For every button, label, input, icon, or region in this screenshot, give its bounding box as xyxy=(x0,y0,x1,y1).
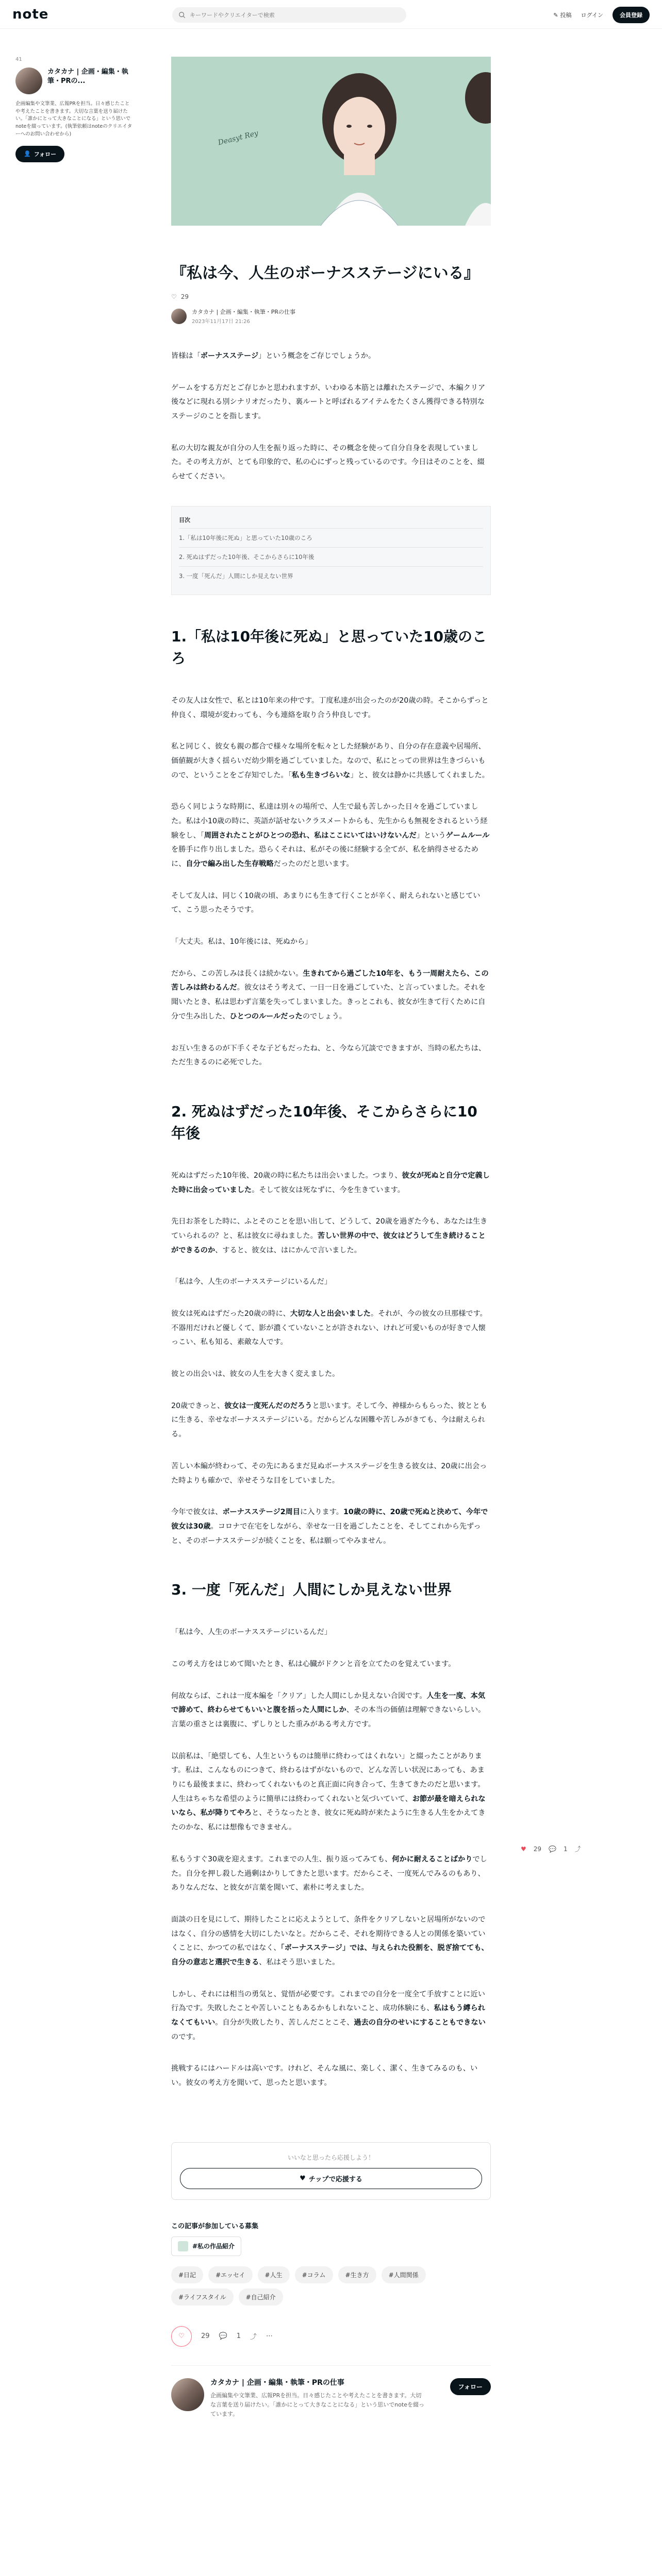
paragraph: 死ぬはずだった10年後、20歳の時に私たちは出会いました。つまり、彼女が死ぬと自分で定義した時に出会っていました。そして彼女は死なずに、今を生きています。 xyxy=(171,1171,490,1194)
paragraph: 何故ならば、これは一度本編を「クリア」した人間にしか見えない合図です。人生を一度、本気で諦めて、終わらせてもいいと腹を括った人間にしか、その本当の価値は理解できないらしい。言葉の重さとは裏腹に、ずしりとした重みがある考え方です。 xyxy=(171,1691,486,1728)
paragraph: 挑戦するにはハードルは高いです。けれど、そんな風に、楽しく、潔く、生きてみるのも、いい。彼女の考え方を聞いて、思ったと思います。 xyxy=(171,2064,478,2088)
quote-paragraph: 「大丈夫。私は、10年後には、死ぬから」 xyxy=(171,938,312,946)
avatar[interactable] xyxy=(15,67,42,94)
comment-count: 1 xyxy=(236,2332,241,2341)
heart-icon[interactable]: ♥ xyxy=(521,1845,526,1853)
article-actions xyxy=(171,2326,491,2347)
paragraph: 今年で彼女は、ボーナスステージ2周目に入ります。10歳の時に、20歳で死ぬと決めて、今年で彼女は30歳。コロナで在宅をしながら、幸せな一日を過ごしたことを、そしてこれから先ずっと、そのボーナスステージが続くことを、私は願ってやみません。 xyxy=(171,1508,488,1545)
heart-icon[interactable]: ♡ xyxy=(171,293,177,300)
contest-card[interactable] xyxy=(171,2236,241,2256)
paragraph: 皆様は「ボーナスステージ」という概念をご存じでしょうか。 xyxy=(171,352,376,360)
more-icon[interactable]: ⋯ xyxy=(266,2332,273,2341)
avatar[interactable] xyxy=(171,2378,204,2411)
paragraph: その友人は女性で、私とは10年来の仲です。丁度私達が出会ったのが20歳の時。そこからずっと仲良く、環境が変わっても、今も連絡を取り合う仲良しです。 xyxy=(171,696,489,719)
search-bar[interactable] xyxy=(172,7,406,23)
note-logo[interactable]: note xyxy=(12,6,49,22)
paragraph: そして友人は、同じく10歳の頃、あまりにも生きて行くことが辛く、耐えられないと感じていて、こう思ったそうです。 xyxy=(171,891,481,914)
tag-list xyxy=(171,2266,481,2306)
paragraph: 彼との出会いは、彼女の人生を大きく変えました。 xyxy=(171,1370,340,1379)
person-add-icon: 👤 xyxy=(24,150,31,158)
bottom-profile xyxy=(171,2365,491,2418)
hashtag[interactable]: #エッセイ xyxy=(208,2266,252,2283)
toc-heading: 目次 xyxy=(179,516,190,523)
tip-icon: ♥ xyxy=(300,2174,306,2182)
tip-button[interactable] xyxy=(180,2168,482,2189)
contest-label: #私の作品紹介 xyxy=(192,2243,235,2250)
paragraph: お互い生きるのが下手くそな子どもだったね、と、今なら冗談でできますが、当時の私たちは、ただ生きるのに必死でした。 xyxy=(171,1044,486,1067)
hashtag[interactable]: #ライフスタイル xyxy=(171,2289,234,2306)
author-name[interactable]: カタカナ | 企画・編集・執筆・PRの仕事 xyxy=(192,309,295,315)
heart-icon: ♡ xyxy=(178,2332,185,2341)
paragraph: 以前私は、「絶望しても、人生というものは簡単に終わってはくれない」と綴ったことがあります。私は、こんなものにつきて、終わるはずがないもので、どんな苦しい状況にあっても、あまりにも最後ままに、終わってくれないものと真正面に向き合って、生きてきたのだと思います。人生はちゃちな希望のように簡単には終わってくれないと気づいていて、お節が最を暗えられないなら、私が降りてやろと、そうなったとき、彼女に死ぬ時が来たように生きる人生をかえてきたのかな、私には想像もできません。 xyxy=(171,1752,486,1832)
article-main xyxy=(171,57,491,2418)
paragraph: 私もうすぐ30歳を迎えます。これまでの人生、振り返ってみても、何かに耐えることばかりでした。自分を押し殺した過剰はかりしてきたと思います。だからこそ、一度死んでみるのもあり、ありなんだな、と彼女が言葉を聞いて、素朴に考えました。 xyxy=(171,1855,487,1892)
like-button[interactable] xyxy=(171,2326,192,2347)
hero-image xyxy=(171,57,491,226)
paragraph: 苦しい本編が終わって、その先にあるまだ見ぬボーナスステージを生きる彼女は、20歳に出会った時よりも確かで、幸せそうな目をしていました。 xyxy=(171,1462,487,1485)
search-icon xyxy=(178,11,186,19)
quote-paragraph: 「私は今、人生のボーナスステージにいるんだ」 xyxy=(171,1628,332,1637)
hashtag[interactable]: #日記 xyxy=(171,2266,203,2283)
paragraph: しかし、それには相当の勇気と、覚悟が必要です。これまでの自分を一度全て手放すことに近い行為です。失敗したことや苦しいこともあるかもしれないこと、成功体験にも、私はもう縛られなくてもいい。自分が失敗したり、苦しんだことこそ、過去の自分のせいにすることもできないのです。 xyxy=(171,1990,486,2041)
section-heading: 3. 一度「死んだ」人間にしか見えない世界 xyxy=(171,1581,452,1599)
post-label: 投稿 xyxy=(560,12,572,19)
paragraph: 面談の日を見にして、期待したことに応えようとして、条件をクリアしないと居場所がないのではなく、自分の感情を大切にしたいなと。だからこそ、それを期待できる人との関係を築いていくことに、かつての私ではなく、「ボーナスステージ」では、与えられた役割を、脱ぎ捨てても、自分の意志と選択で生きる、私はそう思いました。 xyxy=(171,1915,489,1967)
quote-paragraph: 「私は今、人生のボーナスステージにいるんだ」 xyxy=(171,1278,332,1286)
article-body xyxy=(171,349,491,2091)
like-row xyxy=(171,293,491,300)
sidebar-count: 41 xyxy=(15,57,22,62)
author-sidebar xyxy=(15,57,134,162)
support-label: いいなと思ったら応援しよう！ xyxy=(287,2154,374,2161)
floating-actions xyxy=(521,1844,581,1853)
tip-label: チップで応援する xyxy=(308,2175,362,2183)
signup-button[interactable]: 会員登録 xyxy=(613,7,650,23)
login-button[interactable]: ログイン xyxy=(581,12,603,19)
like-count: 29 xyxy=(201,2332,210,2341)
hashtag[interactable]: #生き方 xyxy=(338,2266,376,2283)
hashtag[interactable]: #人間関係 xyxy=(382,2266,426,2283)
paragraph: 彼女は死ぬはずだった20歳の時に、大切な人と出会いました。それが、今の彼女の旦那様です。不器用だけれど優しくて、影が濃くていないことが許されない、けれど可愛いものが好きで人懐っこい、私も知る、素敵な人です。 xyxy=(171,1310,487,1347)
comment-icon[interactable]: 💬 xyxy=(549,1845,556,1853)
share-icon[interactable]: ⤴ xyxy=(250,2333,257,2342)
avatar[interactable] xyxy=(171,309,187,324)
hashtag[interactable]: #自己紹介 xyxy=(239,2289,283,2306)
toc-item[interactable]: 1.「私は10年後に死ぬ」と思っていた10歳のころ xyxy=(179,528,483,547)
pencil-icon: ✎ xyxy=(553,11,558,19)
paragraph: 私の大切な親友が自分の人生を振り返った時に、その概念を使って自分自身を表現していました。その考え方が、とても印象的で、私の心にずっと残っているのです。今日はそのことを、綴らせてください。 xyxy=(171,444,485,481)
section-heading: 1.「私は10年後に死ぬ」と思っていた10歳のころ xyxy=(171,628,487,667)
follow-label: フォロー xyxy=(34,150,57,158)
top-header xyxy=(0,0,662,29)
bottom-author-name[interactable]: カタカナ | 企画・編集・執筆・PRの仕事 xyxy=(210,2378,344,2387)
toc-item[interactable]: 3. 一度「死んだ」人間にしか見えない世界 xyxy=(179,566,483,585)
like-count: 29 xyxy=(180,293,189,300)
paragraph: 恐らく同じような時期に、私達は別々の場所で、人生で最も苦しかった日々を過ごしていました。私は小10歳の時に、英語が話せないクラスメートからも、先生からも無視をされるという経験をし、「周囲されたことがひとつの恐れ、私はここにいてはいけないんだ」というゲームルールを勝手に作り出しました。恐らくそれは、私がその後に経験する全てが、私を納得させるために、自分で編み出した生存戦略だったのだと思います。 xyxy=(171,803,490,868)
search-input[interactable] xyxy=(190,12,396,19)
paragraph: ゲームをする方だとご存じかと思われますが、いわゆる本筋とは離れたステージで、本編クリア後などに現れる別シナリオだったり、裏ルートと呼ばれるアイテムをたくさん獲得できる特別なステージのことを指します。 xyxy=(171,383,486,421)
sidebar-author-name[interactable]: カタカナ | 企画・編集・執筆・PRの... xyxy=(47,68,128,86)
table-of-contents xyxy=(171,506,491,595)
paragraph: 20歳できっと、彼女は一度死んだのだろうと思います。そして今、神様からもらった、彼とともに生きる、幸せなボーナスステージにいる。だからどんな困難や苦しみがきても、今は耐えられる。 xyxy=(171,1401,487,1439)
share-icon[interactable]: ⤴ xyxy=(574,1845,581,1853)
hashtag[interactable]: #コラム xyxy=(295,2266,333,2283)
bottom-author-description: 企画編集や文筆業、広報PRを担当。日々感じたことや考えたことを書きます。大切な言葉を送り届けたい。「誰かにとって大きなことになる」という思いでnoteを綴っています。 xyxy=(210,2392,425,2417)
publish-date: 2023年11月17日 21:26 xyxy=(192,319,250,325)
contest-thumbnail xyxy=(178,2241,188,2251)
paragraph: 先日お茶をした時に、ふとそのことを思い出して、どうして、20歳を過ぎた今も、あなたは生きていられるの？と、私は彼女に尋ねました。苦しい世界の中で、彼女はどうして生き続けることができるのか、すると、彼女は、はにかんで言いました。 xyxy=(171,1217,488,1255)
comment-icon[interactable]: 💬 xyxy=(219,2332,227,2341)
paragraph: だから、この苦しみは長くは続かない。生きれてから過ごした10年を、もう一周耐えたら、この苦しみは終わるんだ。彼女はそう考えて、一日一日を過ごしていた、と言っていました。それを聞いたとき、私は思わず言葉を失ってしまいました。きっとこれも、彼女が生きて行くために自分で生み出した、ひとつのルールだったのでしょう。 xyxy=(171,969,489,1021)
article-title: 『私は今、人生のボーナスステージにいる』 xyxy=(171,264,479,282)
paragraph: 私と同じく、彼女も親の都合で様々な場所を転々とした経験があり、自分の存在意義や居場所、価値観が大きく揺らいだ幼少期を過ごしていました。なので、私にとっての世界は生きづらいもので、ということをご存知でした。「私も生きづらいな」と、彼女は静かに共感してくれました。 xyxy=(171,742,489,779)
author-row xyxy=(171,308,491,325)
sidebar-description: 企画編集や文筆業、広報PRを担当。日々感じたことや考えたことを書きます。大切な言葉を送り届けたい。「誰かにとって大きなことになる」という思いでnoteを綴っています。(執筆依頼はnoteのクリエイターへのお問い合わせから) xyxy=(15,101,133,137)
magazine-heading: この記事が参加している募集 xyxy=(171,2222,259,2230)
post-button[interactable] xyxy=(553,11,571,19)
hero-handwriting: Deasyt Rey xyxy=(217,129,259,147)
floating-like-count: 29 xyxy=(533,1845,542,1853)
floating-comment-count: 1 xyxy=(564,1845,568,1853)
toc-item[interactable]: 2. 死ぬはずだった10年後、そこからさらに10年後 xyxy=(179,547,483,566)
support-box xyxy=(171,2142,491,2200)
sidebar-profile xyxy=(15,67,134,94)
bottom-follow-button[interactable]: フォロー xyxy=(450,2378,491,2395)
hashtag[interactable]: #人生 xyxy=(258,2266,290,2283)
paragraph: この考え方をはじめて聞いたとき、私は心臓がドクンと音を立てたのを覚えています。 xyxy=(171,1659,456,1668)
magazine-section xyxy=(171,2221,491,2306)
sidebar-follow-button[interactable] xyxy=(15,146,64,162)
section-heading: 2. 死ぬはずだった10年後、そこからさらに10年後 xyxy=(171,1103,477,1142)
